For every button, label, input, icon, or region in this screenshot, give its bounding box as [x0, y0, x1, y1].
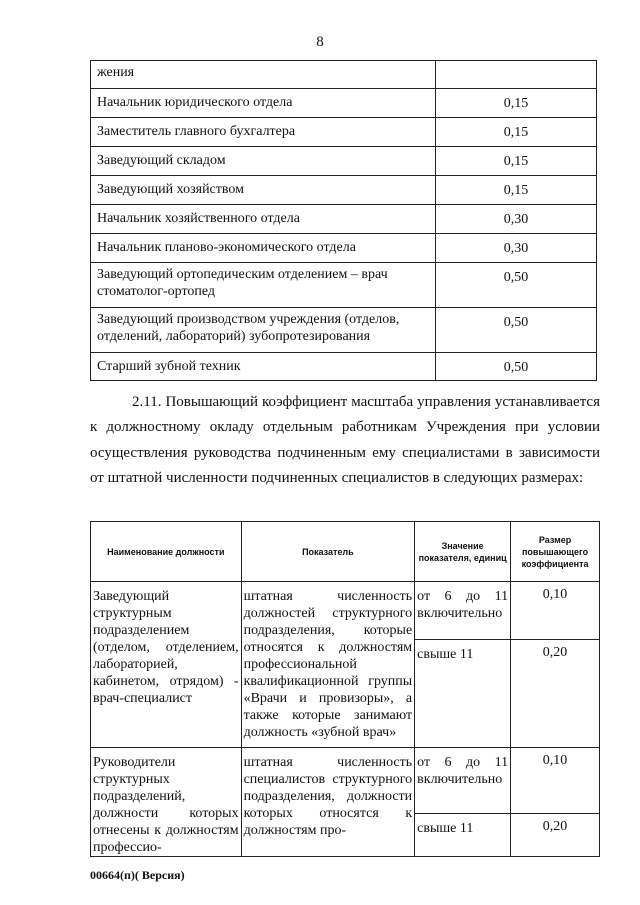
range-cell: от 6 до 11 включительно [415, 582, 511, 640]
coefficient-cell: 0,10 [511, 582, 600, 640]
paragraph-text: 2.11. Повышающий коэффициент масштаба управления устанавливается к должностному окладу отдельным работникам Учреждения при условии осуществления руководства подчиненным ему специалистами в зависимости от штатной численности подчиненных специалистов в следующих размерах: [90, 394, 600, 487]
coefficient-cell: 0,10 [511, 748, 600, 814]
table-row [91, 748, 600, 814]
position-name: Заведующий ортопедическим отделением – врач стоматолог-ортопед [91, 263, 436, 308]
table-row [91, 61, 597, 89]
position-cell: Заведующий структурным подразделением (отделом, отделением, лабораторией, кабинетом, отрядом) - врач-специалист [91, 582, 242, 748]
position-name: Начальник хозяйственного отдела [91, 205, 436, 234]
position-name: Заведующий складом [91, 147, 436, 176]
position-name: Начальник планово-экономического отдела [91, 234, 436, 263]
header-position: Наименование должности [91, 522, 242, 582]
coefficient-table-continued [90, 60, 597, 381]
range-cell: свыше 11 [415, 813, 511, 856]
coefficient-cell: 0,20 [511, 813, 600, 856]
table-header-row [91, 522, 600, 582]
coefficient-value: 0,30 [436, 234, 597, 263]
coefficient-value [436, 61, 597, 89]
table-row [91, 147, 597, 176]
position-name: Заместитель главного бухгалтера [91, 118, 436, 147]
coefficient-value: 0,15 [436, 176, 597, 205]
table-row [91, 118, 597, 147]
table-row [91, 308, 597, 353]
indicator-cell: штатная численность должностей структурного подразделения, которые относятся к должностям профессиональной квалификационной группы «Врачи и провизоры», а также которые занимают должность «зубной врач» [241, 582, 415, 748]
header-value: Значение показателя, единиц [415, 522, 511, 582]
table-row [91, 89, 597, 118]
table-row [91, 176, 597, 205]
coefficient-value: 0,15 [436, 118, 597, 147]
position-name: Старший зубной техник [91, 353, 436, 381]
management-scale-table [90, 521, 600, 857]
table-row [91, 353, 597, 381]
coefficient-value: 0,30 [436, 205, 597, 234]
header-indicator: Показатель [241, 522, 415, 582]
coefficient-value: 0,50 [436, 353, 597, 381]
position-name: Начальник юридического отдела [91, 89, 436, 118]
position-name: Заведующий хозяйством [91, 176, 436, 205]
document-footer: 00664(п)( Версия) [90, 868, 185, 882]
range-cell: свыше 11 [415, 640, 511, 748]
table-row [91, 263, 597, 308]
position-name: Заведующий производством учреждения (отделов, отделений, лабораторий) зубопротезирования [91, 308, 436, 353]
page-number: 8 [316, 34, 324, 50]
table-row [91, 234, 597, 263]
section-2-11-paragraph [90, 390, 600, 492]
coefficient-value: 0,50 [436, 263, 597, 308]
coefficient-value: 0,15 [436, 89, 597, 118]
header-coefficient: Размер повышающего коэффициента [511, 522, 600, 582]
coefficient-value: 0,50 [436, 308, 597, 353]
position-cell: Руководители структурных подразделений, должности которых отнесены к должностям профессио- [91, 748, 242, 857]
table-row [91, 205, 597, 234]
table-row [91, 582, 600, 640]
indicator-cell: штатная численность специалистов структурного подразделения, должности которых относятся к должностям про- [241, 748, 415, 857]
range-cell: от 6 до 11 включительно [415, 748, 511, 814]
position-name: жения [91, 61, 436, 89]
coefficient-value: 0,15 [436, 147, 597, 176]
coefficient-cell: 0,20 [511, 640, 600, 748]
